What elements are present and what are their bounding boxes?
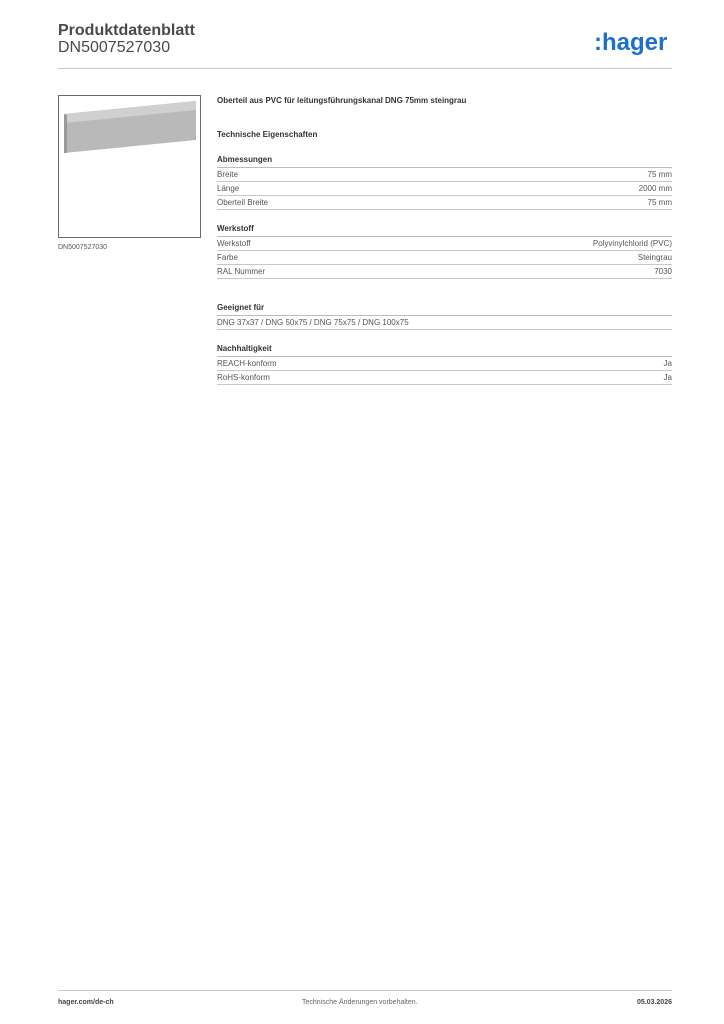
spec-value: Polyvinylchlorid (PVC) xyxy=(592,239,672,248)
spec-value: 75 mm xyxy=(647,198,672,207)
spec-row xyxy=(217,196,672,210)
section-sustainability xyxy=(217,344,672,385)
spec-row xyxy=(217,316,672,330)
section-material xyxy=(217,224,672,279)
spec-label: Breite xyxy=(217,170,238,179)
spec-label: DNG 37x37 / DNG 50x75 / DNG 75x75 / DNG 100x75 xyxy=(217,318,409,327)
spec-row xyxy=(217,371,672,385)
tech-properties-heading: Technische Eigenschaften xyxy=(217,130,318,139)
footer-date: 05.03.2026 xyxy=(636,999,672,1006)
section-title: Geeignet für xyxy=(217,303,672,316)
spec-label: RoHS-konform xyxy=(217,373,270,382)
section-title: Werkstoff xyxy=(217,224,672,237)
spec-value: 75 mm xyxy=(647,170,672,179)
spec-row xyxy=(217,237,672,251)
footer-notice: Technische Änderungen vorbehalten. xyxy=(302,999,418,1006)
spec-value: 7030 xyxy=(654,267,672,276)
section-dimensions xyxy=(217,155,672,210)
image-caption: DN5007527030 xyxy=(58,244,108,251)
section-title: Abmessungen xyxy=(217,155,672,168)
spec-value: Steingrau xyxy=(637,253,672,262)
section-suitable-for xyxy=(217,303,672,330)
spec-row xyxy=(217,357,672,371)
spec-label: Länge xyxy=(217,184,240,193)
spec-label: REACH-konform xyxy=(217,359,277,368)
spec-row xyxy=(217,251,672,265)
spec-value: 2000 mm xyxy=(638,184,672,193)
product-image xyxy=(58,95,201,238)
footer-website-link[interactable]: hager.com/de-ch xyxy=(58,999,114,1006)
spec-value: Ja xyxy=(663,373,672,382)
page-title: Produktdatenblatt xyxy=(58,22,195,39)
footer-divider xyxy=(58,990,672,991)
spec-row xyxy=(217,168,672,182)
spec-label: RAL Nummer xyxy=(217,267,266,276)
hager-logo-text: :hager xyxy=(594,29,668,56)
product-details xyxy=(217,95,672,385)
product-number: DN5007527030 xyxy=(58,39,171,56)
section-title: Nachhaltigkeit xyxy=(217,344,672,357)
spec-label: Werkstoff xyxy=(217,239,251,248)
spec-row xyxy=(217,265,672,279)
spec-row xyxy=(217,182,672,196)
cable-duct-cover-image xyxy=(59,96,200,237)
product-title: Oberteil aus PVC für leitungsführungskanal DNG 75mm steingrau xyxy=(217,96,467,105)
header-divider xyxy=(58,68,672,69)
spec-value: Ja xyxy=(663,359,672,368)
hager-logo xyxy=(594,28,674,58)
spec-label: Farbe xyxy=(217,253,238,262)
spec-label: Oberteil Breite xyxy=(217,198,269,207)
